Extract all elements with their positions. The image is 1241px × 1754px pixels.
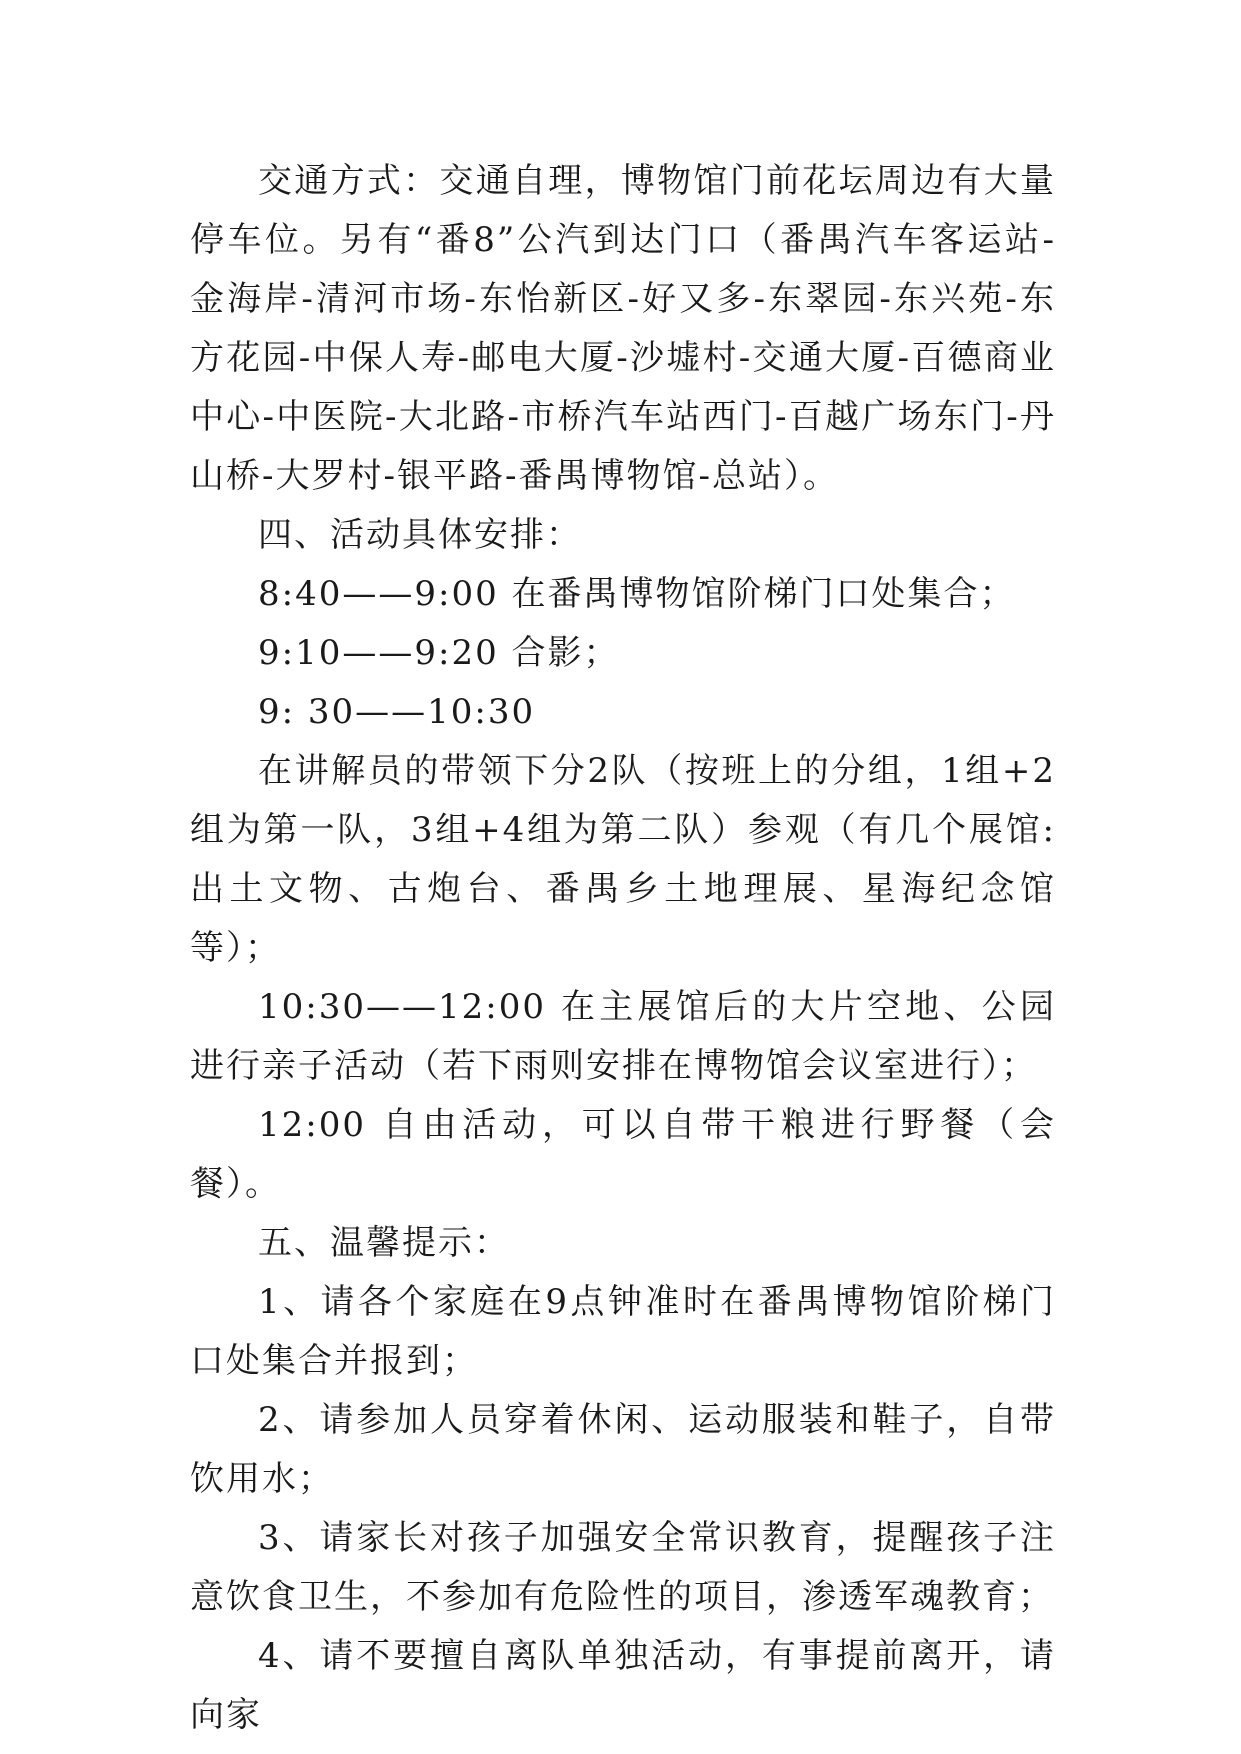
paragraph-transport: 交通方式：交通自理，博物馆门前花坛周边有大量停车位。另有“番8”公汽到达门口（番禺汽车客运站-金海岸-清河市场-东怡新区-好又多-东翠园-东兴苑-东方花园-中保人寿-邮电大厦-沙墟村-交通大厦-百德商业中心-中医院-大北路-市桥汽车站西门-百越广场东门-丹山桥-大罗村-银平路-番禺博物馆-总站）。: [190, 161, 1056, 496]
heading-tips: 五、温馨提示：: [258, 1223, 510, 1263]
document-body: [190, 152, 1056, 1745]
schedule-item-visit-time: 9: 30——10:30: [258, 692, 536, 732]
tip-item-1: 1、请各个家庭在9点钟准时在番禺博物馆阶梯门口处集合并报到；: [190, 1282, 1056, 1381]
schedule-item-gather: 8:40——9:00 在番禺博物馆阶梯门口处集合；: [258, 574, 1016, 614]
tip-item-4: 4、请不要擅自离队单独活动，有事提前离开，请向家: [190, 1636, 1056, 1735]
paragraph-visit-details: 在讲解员的带领下分2队（按班上的分组，1组+2组为第一队，3组+4组为第二队）参观（有几个展馆: 出土文物、古炮台、番禺乡土地理展、星海纪念馆等）；: [190, 751, 1056, 968]
tip-item-3: 3、请家长对孩子加强安全常识教育，提醒孩子注意饮食卫生，不参加有危险性的项目，渗透军魂教育；: [190, 1518, 1056, 1617]
heading-schedule: 四、活动具体安排：: [258, 515, 582, 555]
schedule-item-photo: 9:10——9:20 合影；: [258, 633, 620, 673]
schedule-item-free-time: 12:00 自由活动，可以自带干粮进行野餐（会餐）。: [190, 1105, 1056, 1204]
tip-item-2: 2、请参加人员穿着休闲、运动服装和鞋子，自带饮用水；: [190, 1400, 1056, 1499]
schedule-item-activities: 10:30——12:00 在主展馆后的大片空地、公园进行亲子活动（若下雨则安排在博物馆会议室进行）；: [190, 987, 1056, 1086]
